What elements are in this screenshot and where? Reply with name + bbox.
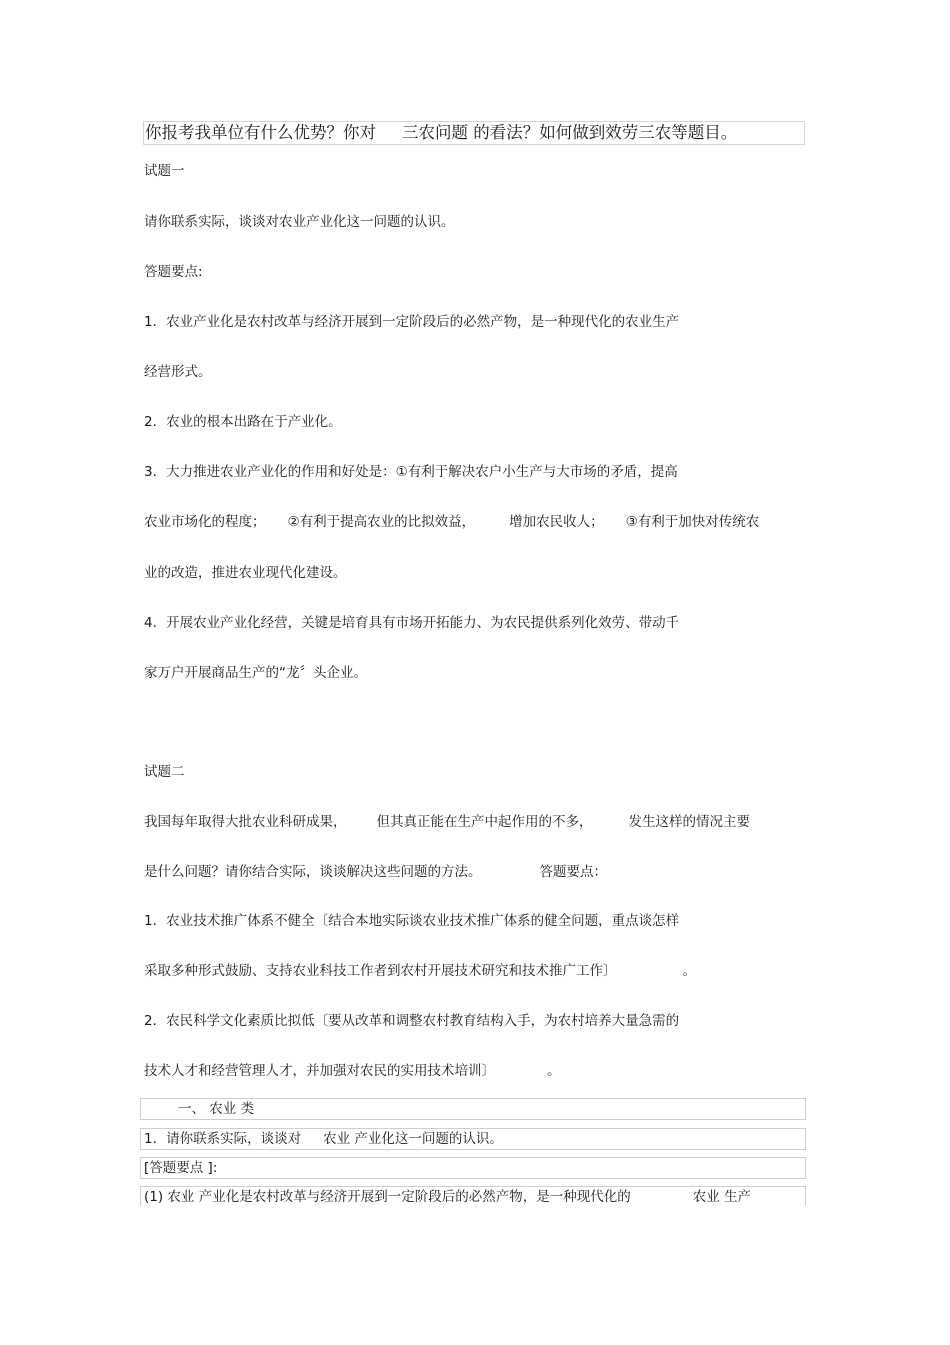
- q2-question-b-part-1: 是什么问题？请你结合实际，谈谈解决这些问题的方法。: [144, 864, 482, 880]
- q1-heading: 试题一: [144, 163, 185, 179]
- q1-question: 请你联系实际，谈谈对农业产业化这一问题的认识。: [144, 214, 455, 230]
- q2-point-2a: 2．农民科学文化素质比拟低〔要从改革和调整农村教育结构入手，为农村培养大量急需的: [144, 1013, 680, 1029]
- q1-point-3a: 3．大力推进农业产业化的作用和好处是：①有利于解决农户小生产与大市场的矛盾，提高: [144, 464, 678, 480]
- q1-point-3b-part-2: ②有利于提高农业的比拟效益，: [287, 514, 476, 530]
- q2-answer-label: 答题要点：: [539, 864, 607, 880]
- q1-point-3b-part-3: 增加农民收人；: [509, 514, 604, 530]
- q1-point-1a: 1．农业产业化是农村改革与经济开展到一定阶段后的必然产物，是一种现代化的农业生产: [144, 314, 680, 330]
- q2-point-1b-part-2: 。: [682, 963, 696, 979]
- q1-point-3b: [144, 513, 759, 531]
- section-question-part-2: 农业 产业化这一问题的认识。: [323, 1131, 503, 1147]
- q2-point-2b-part-1: 技术人才和经营管理人才，并加强对农民的实用技术培训〕: [144, 1063, 495, 1079]
- section-question-part-1: 1．请你联系实际，谈谈对: [144, 1131, 302, 1147]
- section-point-1-part-1: (1) 农业 产业化是农村改革与经济开展到一定阶段后的必然产物，是一种现代化的: [144, 1189, 631, 1205]
- section-point-1-part-2: 农业 生产: [692, 1189, 752, 1205]
- q1-answer-label: 答题要点:: [144, 264, 203, 280]
- q2-point-2b-part-2: 。: [547, 1063, 561, 1079]
- q1-point-4b: 家万户开展商品生产的“龙〞头企业。: [144, 665, 367, 681]
- page-title: [143, 121, 805, 145]
- q2-question-a-part-1: 我国每年取得大批农业科研成果，: [144, 814, 347, 830]
- q2-point-1b: [144, 962, 696, 980]
- q2-question-a-part-2: 但其真正能在生产中起作用的不多，: [376, 814, 593, 830]
- section-point-1-row: [140, 1186, 806, 1206]
- title-part-2: 三农问题 的看法？如何做到效劳三农等题目。: [402, 123, 738, 142]
- q1-point-3c: 业的改造，推进农业现代化建设。: [144, 565, 347, 581]
- q2-point-2b: [144, 1062, 561, 1080]
- q2-question-a-part-3: 发生这样的情况主要: [628, 814, 750, 830]
- q2-point-1b-part-1: 采取多种形式鼓励、支持农业科技工作者到农村开展技术研究和技术推广工作〕: [144, 963, 617, 979]
- q2-question-a: [144, 813, 750, 831]
- q1-point-4a: 4．开展农业产业化经营，关键是培育具有市场开拓能力、为农民提供系列化效劳、带动千: [144, 615, 680, 631]
- q1-point-3b-part-1: 农业市场化的程度；: [144, 514, 266, 530]
- section-heading-row: [140, 1098, 806, 1120]
- q1-point-1b: 经营形式。: [144, 364, 212, 380]
- section-answer-label-row: [140, 1157, 806, 1179]
- section-question-row: [140, 1128, 806, 1150]
- section-heading: 一、 农业 类: [178, 1101, 255, 1117]
- q2-heading: 试题二: [144, 764, 185, 780]
- q2-question-b: [144, 863, 607, 881]
- q1-point-2: 2．农业的根本出路在于产业化。: [144, 414, 342, 430]
- section-answer-label: [答题要点 ]:: [144, 1160, 218, 1176]
- q1-point-3b-part-4: ③有利于加快对传统农: [625, 514, 760, 530]
- q2-point-1a: 1．农业技术推广体系不健全〔结合本地实际谈农业技术推广体系的健全问题，重点谈怎样: [144, 913, 680, 929]
- title-part-1: 你报考我单位有什么优势？你对: [145, 123, 376, 142]
